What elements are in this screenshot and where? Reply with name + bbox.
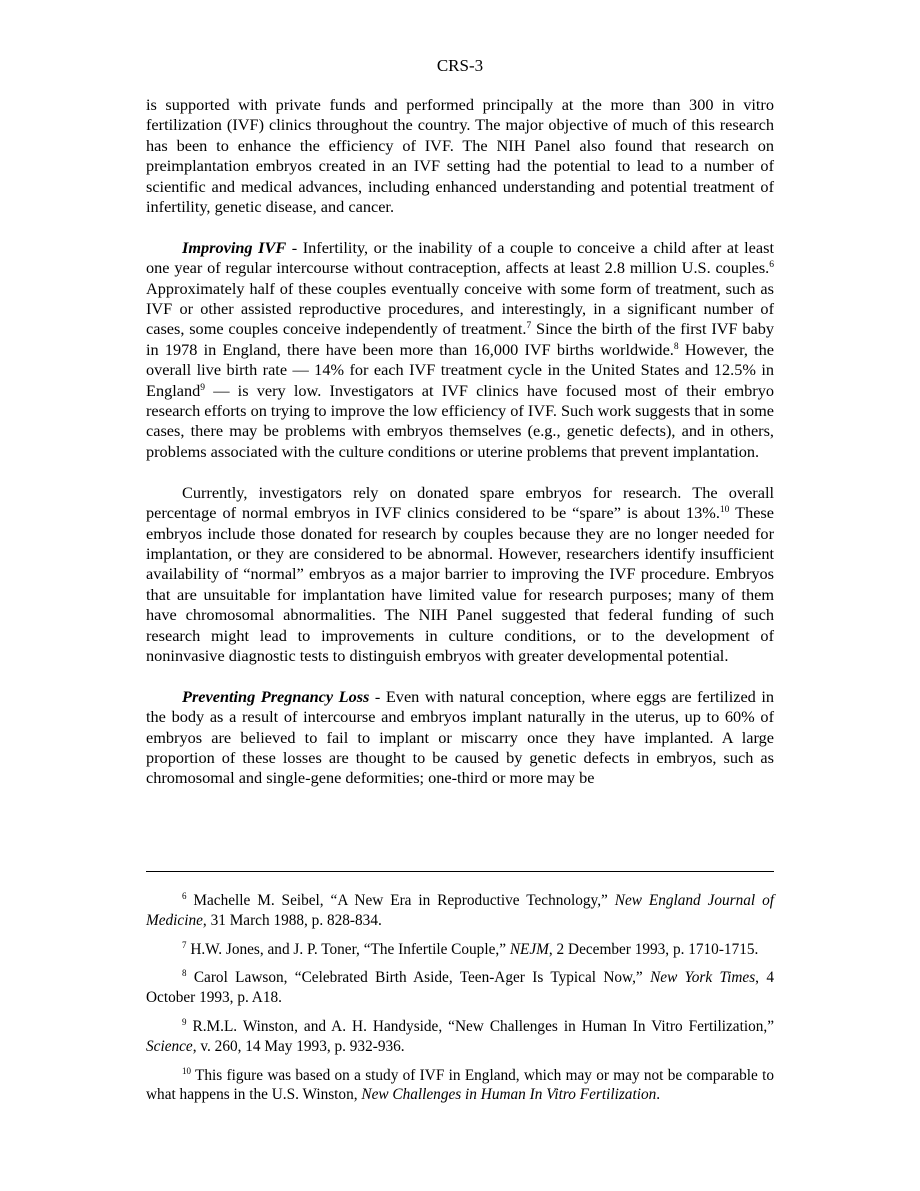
footnote-number: 7 <box>182 939 187 950</box>
paragraph-intro: is supported with private funds and performed principally at the more than 300 in vitro fertilization (IVF) clinics throughout the country. The major objective of much of this research has been to enhance the efficiency of IVF. The NIH Panel also found that research on preimplantation embryos created in an IVF setting had the potential to lead to a number of scientific and medical advances, including enhanced understanding and potential treatment of infertility, genetic disease, and cancer. <box>146 95 774 217</box>
footnote-text: , 31 March 1988, p. 828-834. <box>202 911 382 929</box>
footnote-9 <box>146 1017 774 1057</box>
footnote-number: 10 <box>182 1065 191 1076</box>
footnote-source-title: NEJM <box>509 940 549 958</box>
text-segment: — is very low. Investigators at IVF clinics have focused most of their embryo research efforts on trying to improve the low efficiency of IVF. Such work suggests that in some cases, there may be problems with embryos themselves (e.g., genetic defects), and in others, problems associated with the culture conditions or uterine problems that prevent implantation. <box>146 380 774 461</box>
footnote-source-title: Science <box>146 1037 193 1055</box>
footnote-divider <box>146 871 774 872</box>
section-heading-improving-ivf: Improving IVF <box>182 237 287 257</box>
footnote-number: 9 <box>182 1016 187 1027</box>
paragraph-spare-embryos <box>146 483 774 667</box>
footnotes <box>146 891 774 1114</box>
footnote-ref-8[interactable]: 8 <box>673 341 679 352</box>
body-text <box>146 95 774 789</box>
text-segment: - Even with natural conception, where eggs are fertilized in the body as a result of intercourse and embryos implant naturally in the uterus, up to 60% of embryos are believed to fail to implant or miscarry once they have implanted. A large proportion of these losses are thought to be caused by genetic defects in embryos, such as chromosomal and single-gene deformities; one-third or more may be <box>146 686 774 788</box>
footnote-source-title: New Challenges in Human In Vitro Fertilization <box>361 1086 657 1104</box>
text-segment: - Infertility, or the inability of a couple to conceive a child after at least one year of regular intercourse without contraception, affects at least 2.8 million U.S. couples. <box>146 237 774 278</box>
footnote-text: R.M.L. Winston, and A. H. Handyside, “New Challenges in Human In Vitro Fertilization,” <box>186 1017 774 1035</box>
footnote-text: This figure was based on a study of IVF in England, which may or may not be comparable to what happens in the U.S. Winston, <box>146 1066 774 1104</box>
footnote-7 <box>146 940 774 960</box>
footnote-ref-9[interactable]: 9 <box>200 382 206 393</box>
footnote-ref-6[interactable]: 6 <box>769 260 774 271</box>
page-header: CRS-3 <box>436 56 484 75</box>
text-segment: Approximately half of these couples eventually conceive with some form of treatment, such as IVF or other assisted reproductive procedures, and interestingly, in a significant number of cases, some couples conceive independently of treatment. <box>146 278 774 339</box>
footnote-text: , v. 260, 14 May 1993, p. 932-936. <box>192 1037 405 1055</box>
paragraph-improving-ivf <box>146 238 774 462</box>
text-segment: Since the birth of the first IVF baby in 1978 in England, there have been more than 16,000 IVF births worldwide. <box>146 319 774 359</box>
footnote-text: Carol Lawson, “Celebrated Birth Aside, Teen-Ager Is Typical Now,” <box>186 969 651 987</box>
footnote-source-title: New England Journal of Medicine <box>146 892 774 929</box>
footnote-6 <box>146 891 774 931</box>
footnote-text: . <box>656 1086 661 1104</box>
text-segment: These embryos include those donated for research by couples because they are no longer needed for implantation, or they are considered to be abnormal. However, researchers identify insufficient availability of “normal” embryos as a major barrier to improving the IVF procedure. Embryos that are unsuitable for implantation have limited value for research purposes; many of them have chromosomal abnormalities. The NIH Panel suggested that federal funding of such research might lead to improvements in culture conditions, or to the development of noninvasive diagnostic tests to distinguish embryos with greater developmental potential. <box>146 503 774 665</box>
footnote-10 <box>146 1066 774 1106</box>
footnote-number: 8 <box>182 968 187 979</box>
footnote-ref-7[interactable]: 7 <box>526 321 532 332</box>
text-segment: However, the overall live birth rate — 14% for each IVF treatment cycle in the United States and 12.5% in England <box>146 339 774 400</box>
paragraph-preventing-pregnancy-loss <box>146 687 774 789</box>
footnote-ref-10[interactable]: 10 <box>719 505 730 516</box>
footnote-text: , 2 December 1993, p. 1710-1715. <box>548 940 759 958</box>
footnote-text: Machelle M. Seibel, “A New Era in Reproductive Technology,” <box>186 892 615 909</box>
footnote-text: H.W. Jones, and J. P. Toner, “The Infertile Couple,” <box>186 940 510 958</box>
footnote-number: 6 <box>182 891 187 901</box>
footnote-text: , 4 October 1993, p. A18. <box>146 969 774 1007</box>
text-segment: Currently, investigators rely on donated spare embryos for research. The overall percentage of normal embryos in IVF clinics considered to be “spare” is about 13%. <box>146 482 774 523</box>
footnote-source-title: New York Times <box>650 969 756 987</box>
section-heading-preventing-pregnancy-loss: Preventing Pregnancy Loss <box>182 686 370 706</box>
footnote-8 <box>146 968 774 1008</box>
